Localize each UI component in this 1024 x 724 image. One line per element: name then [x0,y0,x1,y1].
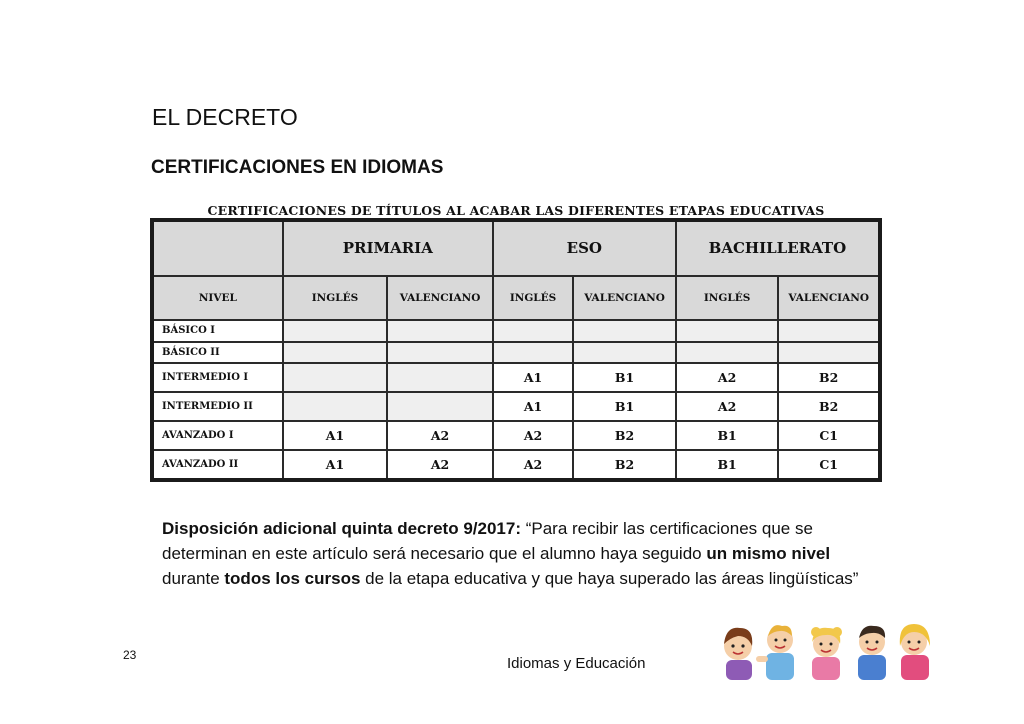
table-row [152,392,880,421]
table-row [152,450,880,480]
certification-cell [493,342,573,364]
level-cell: AVANZADO II [152,450,283,480]
stage-primaria: PRIMARIA [283,220,493,276]
certification-cell [778,320,880,342]
certification-cell: B2 [573,450,676,480]
child-figure-4 [858,626,886,680]
table-row [152,363,880,392]
certification-cell: B2 [778,392,880,421]
note-bold-intro: Disposición adicional quinta decreto 9/2017: [162,519,521,538]
certification-cell: A2 [387,421,493,450]
certification-cell [387,342,493,364]
table-body [152,320,880,480]
certification-cell: B2 [778,363,880,392]
level-cell: INTERMEDIO I [152,363,283,392]
decree-note [162,516,882,591]
column-header-ingles-eso: INGLÉS [493,276,573,320]
certification-cell [387,363,493,392]
certification-cell [778,342,880,364]
certification-cell: A1 [283,421,388,450]
certification-cell: B1 [676,450,779,480]
level-cell: INTERMEDIO II [152,392,283,421]
certification-cell: A1 [493,363,573,392]
slide-subtitle: CERTIFICACIONES EN IDIOMAS [151,157,444,178]
note-bold-2: todos los cursos [224,569,361,588]
certification-cell: A2 [387,450,493,480]
certification-cell: A1 [493,392,573,421]
stage-header-row [152,220,880,276]
certification-cell [283,363,388,392]
children-illustration [716,616,932,680]
certification-cell [387,320,493,342]
certification-cell: A2 [493,450,573,480]
certification-cell: A2 [676,392,779,421]
child-figure-1 [724,628,752,680]
stage-bachillerato: BACHILLERATO [676,220,880,276]
note-text-1: “Para recibir las certificaciones que se determinan en este artículo será necesario que el alumno haya seguido [162,519,813,563]
table-caption: CERTIFICACIONES DE TÍTULOS AL ACABAR LAS DIFERENTES ETAPAS EDUCATIVAS [207,203,825,218]
note-text-3: de la etapa educativa y que haya superado las áreas lingüísticas” [360,569,859,588]
level-cell: BÁSICO II [152,342,283,364]
table-row [152,320,880,342]
column-header-row [152,276,880,320]
certification-cell [676,320,779,342]
slide-title: EL DECRETO [152,104,298,130]
certification-cell: B1 [573,363,676,392]
column-header-ingles-primaria: INGLÉS [283,276,388,320]
footer-text: Idiomas y Educación [507,655,646,672]
certification-cell [493,320,573,342]
child-figure-5 [900,624,930,680]
table-row [152,342,880,364]
certification-cell: C1 [778,450,880,480]
column-header-ingles-bachillerato: INGLÉS [676,276,779,320]
column-header-valenciano-bachillerato: VALENCIANO [778,276,880,320]
column-header-nivel: NIVEL [152,276,283,320]
child-figure-3 [811,627,842,680]
page-number: 23 [123,648,137,662]
column-header-valenciano-eso: VALENCIANO [573,276,676,320]
certification-cell [387,392,493,421]
certification-cell [283,342,388,364]
level-cell: AVANZADO I [152,421,283,450]
certification-cell: B1 [573,392,676,421]
note-text-2: durante [162,569,225,588]
certification-cell [573,320,676,342]
certification-cell: B1 [676,421,779,450]
table-row [152,421,880,450]
certification-cell: C1 [778,421,880,450]
column-header-valenciano-primaria: VALENCIANO [387,276,493,320]
level-cell: BÁSICO I [152,320,283,342]
certification-cell: B2 [573,421,676,450]
note-bold-1: un mismo nivel [706,544,831,563]
certification-cell: A2 [676,363,779,392]
certification-cell [676,342,779,364]
certifications-table [150,218,882,482]
certification-cell: A2 [493,421,573,450]
certification-cell [573,342,676,364]
certification-cell: A1 [283,450,388,480]
stage-corner-cell [152,220,283,276]
certification-cell [283,392,388,421]
stage-eso: ESO [493,220,676,276]
child-figure-2 [756,625,794,680]
certification-cell [283,320,388,342]
